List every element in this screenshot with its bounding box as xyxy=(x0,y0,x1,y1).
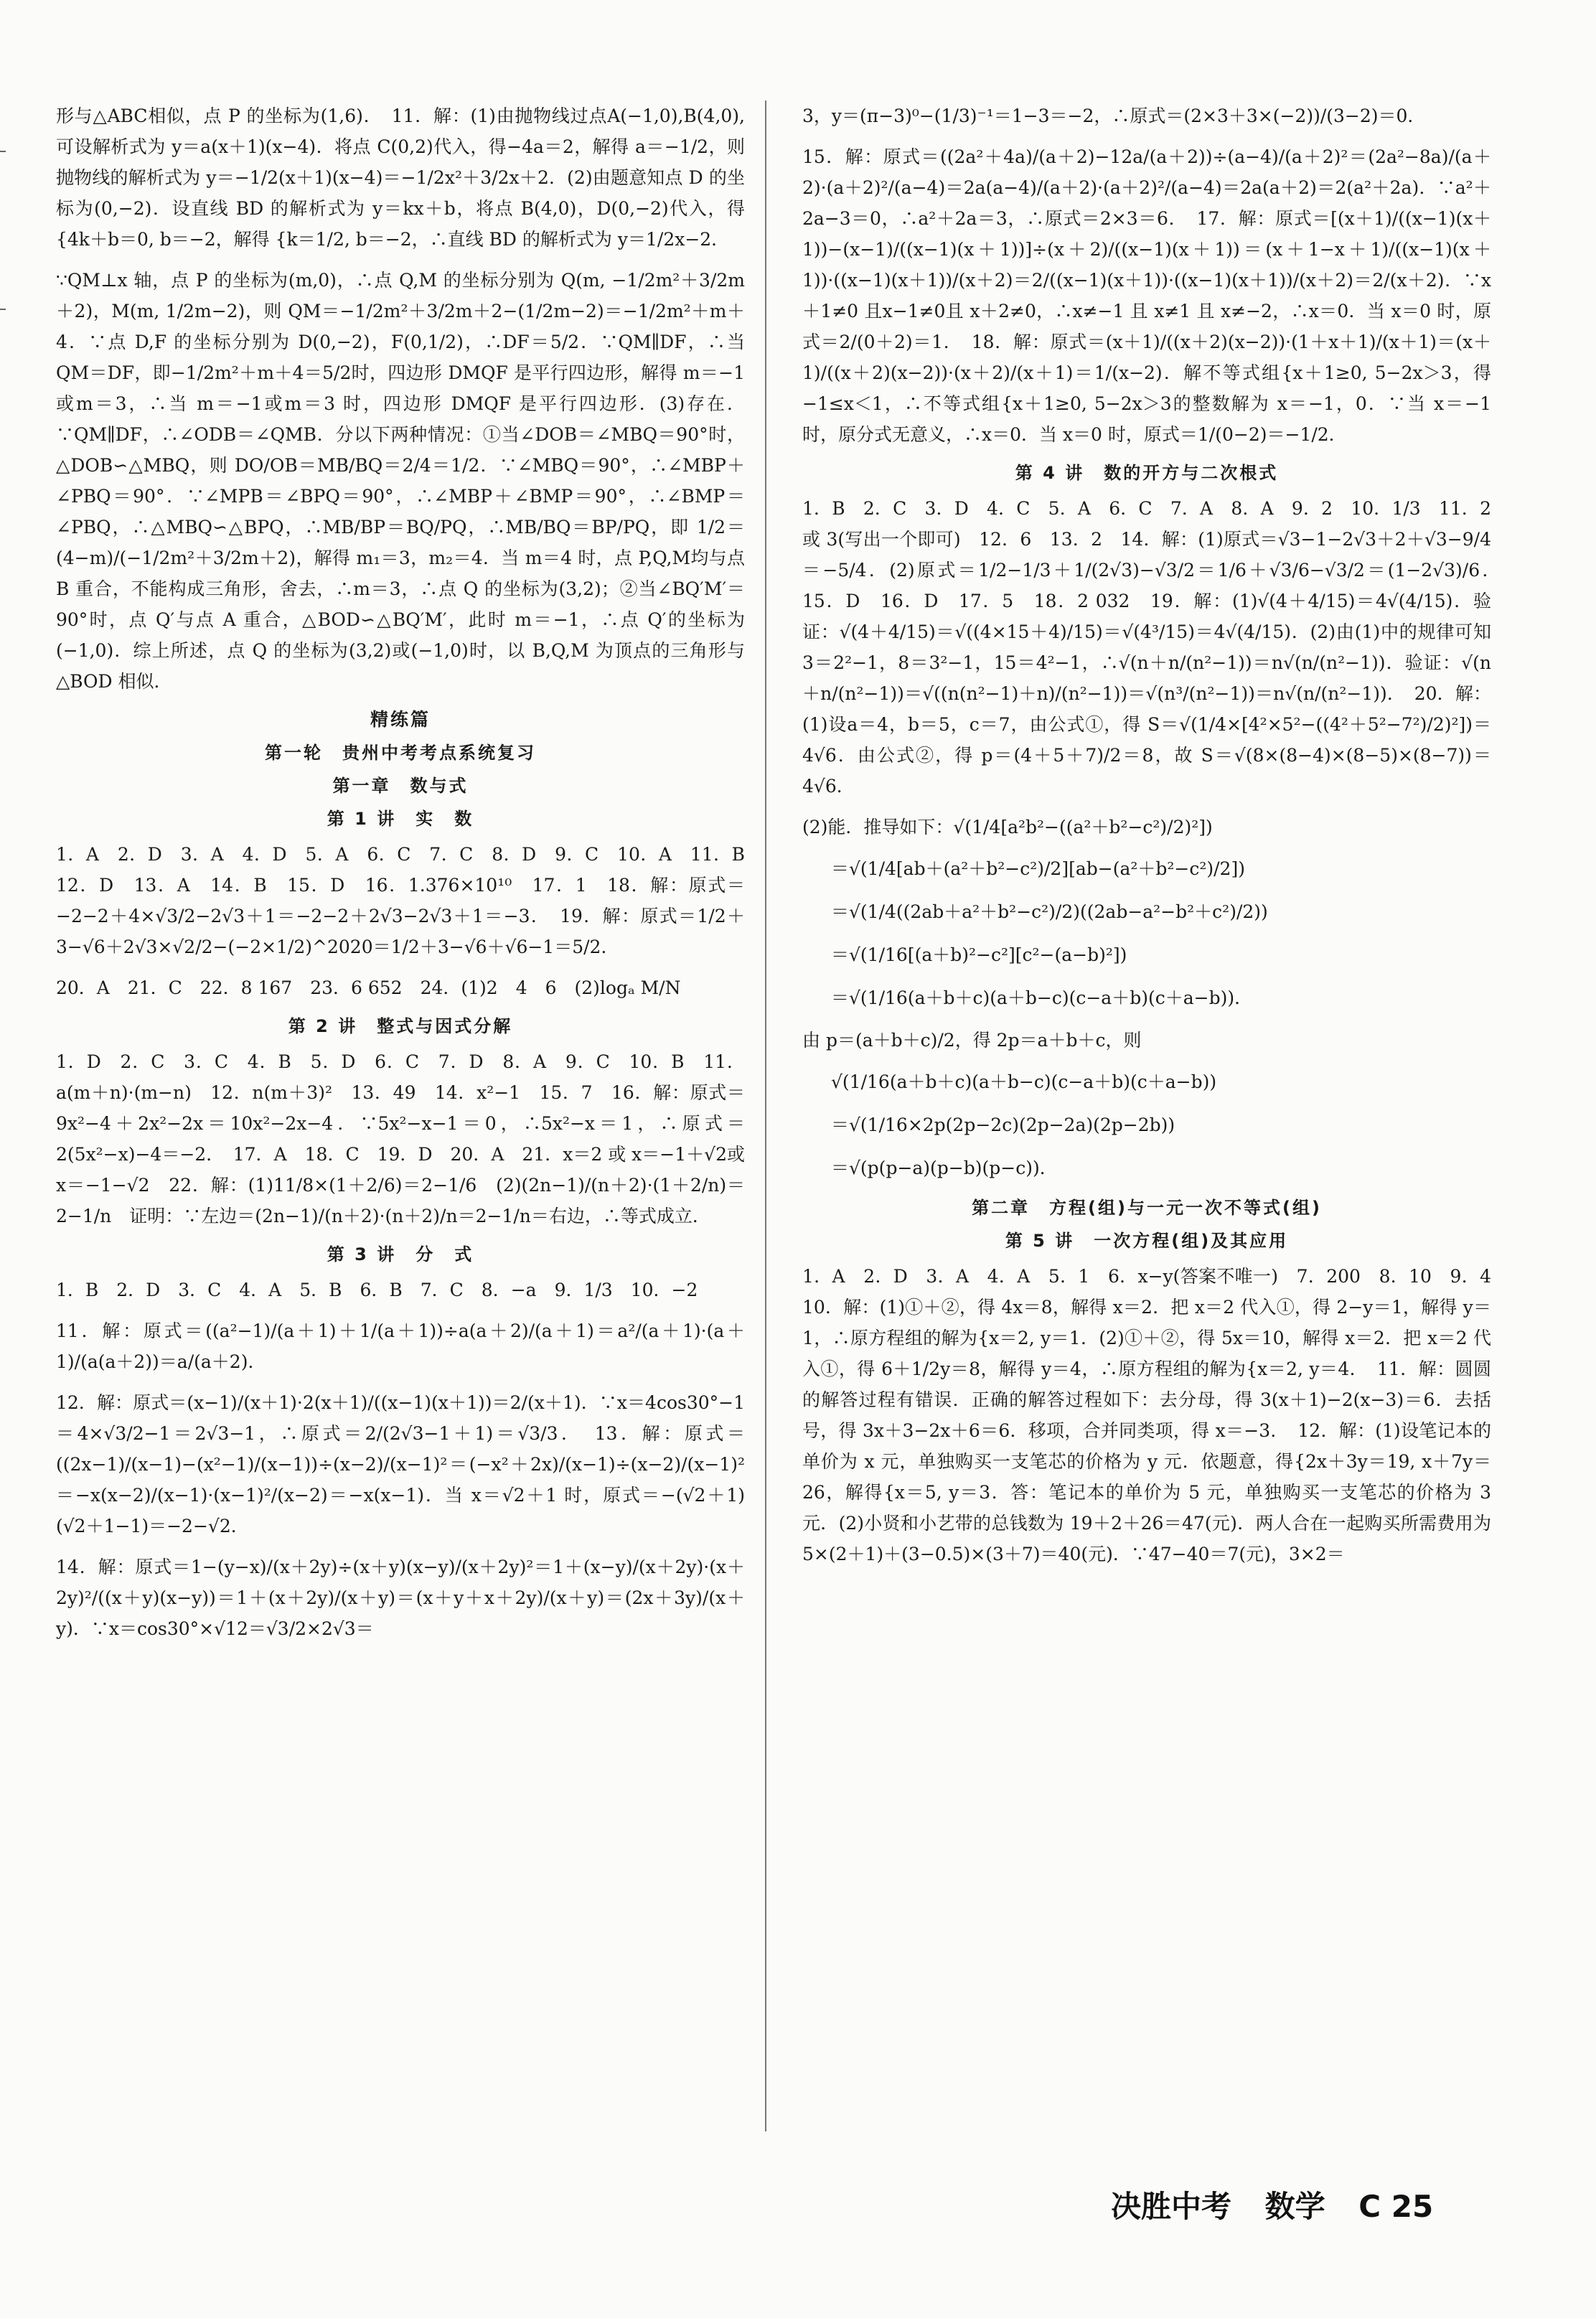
lecture-heading: 第 4 讲 数的开方与二次根式 xyxy=(1015,463,1279,483)
subject-label: 数学 xyxy=(1264,2189,1325,2224)
left-column xyxy=(56,100,764,1654)
answer-paragraph: 3，y＝(π−3)⁰−(1/3)⁻¹＝1−3＝−2，∴原式＝(2×3＋3×(−2))/(3−2)＝0． xyxy=(802,105,1426,126)
right-column xyxy=(802,100,1510,1580)
math-line: ＝√(1/4[ab＋(a²＋b²−c²)/2][ab−(a²＋b²−c²)/2]) xyxy=(831,858,1245,879)
answer-paragraph: 由 p＝(a＋b＋c)/2，得 2p＝a＋b＋c，则 xyxy=(802,1030,1142,1051)
chapter-heading: 第二章 方程(组)与一元一次不等式(组) xyxy=(972,1198,1322,1218)
answer-paragraph: 15．解：原式＝((2a²＋4a)/(a＋2)−12a/(a＋2))÷(a−4)/(a＋2)²＝(2a²−8a)/(a＋2)·(a＋2)²/(a−4)＝2a(a−4)/(a＋2)·(a＋2)²/(a−4)＝2a(a＋2)＝2(a²＋2a)．∵a²＋2a−3＝0，∴a²＋2a＝3，∴原式＝2×3＝6． 17．解：原式＝[(x＋1)/((x−1)(x＋1))−(x−1)/((x−1)(x＋1))]÷(x＋2)/((x−1)(x＋1))＝(x＋1−x＋1)/((x−1)(x＋1))·((x−1)(x＋1))/(x＋2)＝2/((x−1)(x＋1))·((x−1)(x＋1))/(x＋2)＝2/(x＋2)．∵x＋1≠0 且x−1≠0且 x＋2≠0，∴x≠−1 且 x≠1 且 x≠−2，∴x＝0．当 x＝0 时，原式＝2/(0＋2)＝1． 18．解：原式＝(x＋1)/((x＋2)(x−2))·(1＋x＋1)/(x＋1)＝(x＋1)/((x＋2)(x−2))·(x＋2)/(x＋1)＝1/(x−2)．解不等式组{x＋1≥0, 5−2x＞3，得−1≤x＜1，∴不等式组{x＋1≥0, 5−2x＞3的整数解为 x＝−1，0．∵当 x＝−1 时，原分式无意义，∴x＝0．当 x＝0 时，原式＝1/(0−2)＝−1/2． xyxy=(802,146,1491,445)
math-line: ＝√(1/16(a＋b＋c)(a＋b−c)(c−a＋b)(c＋a−b))． xyxy=(831,987,1253,1008)
round-heading: 第一轮 贵州中考考点系统复习 xyxy=(265,743,536,763)
lecture-heading: 第 3 讲 分 式 xyxy=(327,1244,474,1264)
math-line: ＝√(1/16×2p(2p−2c)(2p−2a)(2p−2b)) xyxy=(831,1115,1175,1135)
answer-paragraph: 20．A 21．C 22．8 167 23．6 652 24．(1)2 4 6 (2)logₐ M/N xyxy=(56,977,681,998)
margin-tick xyxy=(0,151,6,152)
answer-paragraph: ∵QM⊥x 轴，点 P 的坐标为(m,0)，∴点 Q,M 的坐标分别为 Q(m, −1/2m²＋3/2m＋2)，M(m, 1/2m−2)，则 QM＝−1/2m²＋3/2m＋2−(1/2m−2)＝−1/2m²＋m＋4．∵点 D,F 的坐标分别为 D(0,−2)，F(0,1/2)，∴DF＝5/2．∵QM∥DF，∴当 QM＝DF，即−1/2m²＋m＋4＝5/2时，四边形 DMQF 是平行四边形，解得 m＝−1或m＝3，∴当 m＝−1或m＝3 时，四边形 DMQF 是平行四边形．(3)存在．∵QM∥DF，∴∠ODB＝∠QMB．分以下两种情况：①当∠DOB＝∠MBQ＝90°时，△DOB∽△MBQ，则 DO/OB＝MB/BQ＝2/4＝1/2．∵∠MBQ＝90°，∴∠MBP＋∠PBQ＝90°．∵∠MPB＝∠BPQ＝90°，∴∠MBP＋∠BMP＝90°，∴∠BMP＝∠PBQ，∴△MBQ∽△BPQ，∴MB/BP＝BQ/PQ，∴MB/BQ＝BP/PQ，即 1/2＝(4−m)/(−1/2m²＋3/2m＋2)，解得 m₁＝3，m₂＝4．当 m＝4 时，点 P,Q,M均与点 B 重合，不能构成三角形，舍去，∴m＝3，∴点 Q 的坐标为(3,2)；②当∠BQ′M′＝90°时，点 Q′与点 A 重合，△BOD∽△BQ′M′，此时 m＝−1，∴点 Q′的坐标为(−1,0)．综上所述，点 Q 的坐标为(3,2)或(−1,0)时，以 B,Q,M 为顶点的三角形与△BOD 相似． xyxy=(56,270,745,692)
lecture-heading: 第 5 讲 一次方程(组)及其应用 xyxy=(1005,1231,1289,1251)
math-line: ＝√(1/16[(a＋b)²−c²][c²−(a−b)²]) xyxy=(831,944,1127,965)
lecture-heading: 第 2 讲 整式与因式分解 xyxy=(288,1016,513,1036)
math-line: ＝√(p(p−a)(p−b)(p−c))． xyxy=(831,1158,1058,1178)
math-line: √(1/16(a＋b＋c)(a＋b−c)(c−a＋b)(c＋a−b)) xyxy=(831,1071,1217,1092)
book-title: 决胜中考 xyxy=(1111,2189,1232,2224)
chapter-heading: 第一章 数与式 xyxy=(332,776,469,796)
section-heading: 精练篇 xyxy=(370,709,431,730)
margin-tick xyxy=(0,309,6,310)
answer-paragraph: (2)能．推导如下：√(1/4[a²b²−((a²＋b²−c²)/2)²]) xyxy=(802,817,1213,837)
answer-paragraph: 1．A 2．D 3．A 4．A 5．1 6．x−y(答案不唯一) 7．200 8．10 9．4 10．解：(1)①＋②，得 4x＝8，解得 x＝2．把 x＝2 代入①，得 2−y＝1，解得 y＝1，∴原方程组的解为{x＝2, y＝1．(2)①＋②，得 5x＝10，解得 x＝2．把 x＝2 代入①，得 6＋1/2y＝8，解得 y＝4，∴原方程组的解为{x＝2, y＝4． 11．解：圆圆的解答过程有错误．正确的解答过程如下：去分母，得 3(x＋1)−2(x−3)＝6．去括号，得 3x＋3−2x＋6＝6．移项，合并同类项，得 x＝−3． 12．解：(1)设笔记本的单价为 x 元，单独购买一支笔芯的价格为 y 元．依题意，得{2x＋3y＝19, x＋7y＝26，解得{x＝5, y＝3．答：笔记本的单价为 5 元，单独购买一支笔芯的价格为 3 元．(2)小贤和小艺带的总钱数为 19＋2＋26＝47(元)．两人合在一起购买所需费用为 5×(2＋1)＋(3−0.5)×(3＋7)＝40(元)．∵47−40＝7(元)，3×2＝ xyxy=(802,1266,1510,1564)
column-divider xyxy=(765,100,766,2131)
answer-paragraph: 11．解：原式＝((a²−1)/(a＋1)＋1/(a＋1))÷a(a＋2)/(a＋1)＝a²/(a＋1)·(a＋1)/(a(a＋2))＝a/(a＋2)． xyxy=(56,1320,745,1372)
math-line: ＝√(1/4((2ab＋a²＋b²−c²)/2)((2ab−a²−b²＋c²)/2)) xyxy=(831,901,1268,922)
page-footer xyxy=(1111,2183,1456,2226)
page-number: C 25 xyxy=(1358,2189,1434,2224)
answer-paragraph: 1．A 2．D 3．A 4．D 5．A 6．C 7．C 8．D 9．C 10．A 11．B 12．D 13．A 14．B 15．D 16．1.376×10¹⁰ 17．1 18．解：原式＝−2−2＋4×√3/2−2√3＋1＝−2−2＋2√3−2√3＋1＝−3． 19．解：原式＝1/2＋3−√6＋2√3×√2/2−(−2×1/2)^2020＝1/2＋3−√6＋√6−1＝5/2． xyxy=(56,844,764,957)
answer-paragraph: 12．解：原式＝(x−1)/(x＋1)·2(x＋1)/((x−1)(x＋1))＝2/(x＋1)．∵x＝4cos30°−1＝4×√3/2−1＝2√3−1，∴原式＝2/(2√3−1＋1)＝√3/3． 13．解：原式＝((2x−1)/(x−1)−(x²−1)/(x−1))÷(x−2)/(x−1)²＝(−x²＋2x)/(x−1)÷(x−2)/(x−1)²＝−x(x−2)/(x−1)·(x−1)²/(x−2)＝−x(x−1)．当 x＝√2＋1 时，原式＝−(√2＋1)(√2＋1−1)＝−2−√2． xyxy=(56,1392,745,1536)
answer-paragraph: 形与△ABC相似，点 P 的坐标为(1,6)． 11．解：(1)由抛物线过点A(−1,0),B(4,0),可设解析式为 y＝a(x＋1)(x−4)．将点 C(0,2)代入，得−4a＝2，解得 a＝−1/2，则抛物线的解析式为 y＝−1/2(x＋1)(x−4)＝−1/2x²＋3/2x＋2．(2)由题意知点 D 的坐标为(0,−2)．设直线 BD 的解析式为 y＝kx＋b，将点 B(4,0)，D(0,−2)代入，得 {4k＋b＝0, b＝−2，解得 {k＝1/2, b＝−2，∴直线 BD 的解析式为 y＝1/2x−2． xyxy=(56,105,745,250)
answer-paragraph: 1．D 2．C 3．C 4．B 5．D 6．C 7．D 8．A 9．C 10．B 11．a(m＋n)·(m−n) 12．n(m＋3)² 13．49 14．x²−1 15．7 16．解：原式＝9x²−4＋2x²−2x＝10x²−2x−4．∵5x²−x−1＝0，∴5x²−x＝1，∴原式＝2(5x²−x)−4＝−2． 17．A 18．C 19．D 20．A 21．x＝2 或 x＝−1＋√2或 x＝−1−√2 22．解：(1)11/8×(1＋2/6)＝2−1/6 (2)(2n−1)/(n＋2)·(1＋2/n)＝2−1/n 证明：∵左边＝(2n−1)/(n＋2)·(n＋2)/n＝2−1/n＝右边，∴等式成立． xyxy=(56,1051,745,1226)
answer-paragraph: 1．B 2．D 3．C 4．A 5．B 6．B 7．C 8．−a 9．1/3 10．−2 xyxy=(56,1280,698,1300)
answer-paragraph: 1．B 2．C 3．D 4．C 5．A 6．C 7．A 8．A 9．2 10．1/3 11．2或 3(写出一个即可) 12．6 13．2 14．解：(1)原式＝√3−1−2√3＋2＋√3−9/4＝−5/4．(2)原式＝1/2−1/3＋1/(2√3)−√3/2＝1/6＋√3/6−√3/2＝(1−2√3)/6． 15．D 16．D 17．5 18．2 032 19．解：(1)√(4＋4/15)＝4√(4/15)．验证：√(4＋4/15)＝√((4×15＋4)/15)＝√(4³/15)＝4√(4/15)．(2)由(1)中的规律可知 3＝2²−1，8＝3²−1，15＝4²−1，∴√(n＋n/(n²−1))＝n√(n/(n²−1))．验证：√(n＋n/(n²−1))＝√((n(n²−1)＋n)/(n²−1))＝√(n³/(n²−1))＝n√(n/(n²−1))． 20．解：(1)设a＝4，b＝5，c＝7，由公式①，得 S＝√(1/4×[4²×5²−((4²＋5²−7²)/2)²])＝4√6．由公式②，得 p＝(4＋5＋7)/2＝8，故 S＝√(8×(8−4)×(8−5)×(8−7))＝4√6． xyxy=(802,498,1510,797)
answer-paragraph: 14．解：原式＝1−(y−x)/(x＋2y)÷(x＋y)(x−y)/(x＋2y)²＝1＋(x−y)/(x＋2y)·(x＋2y)²/((x＋y)(x−y))＝1＋(x＋2y)/(x＋y)＝(x＋y＋x＋2y)/(x＋y)＝(2x＋3y)/(x＋y)．∵x＝cos30°×√12＝√3/2×2√3＝ xyxy=(56,1557,745,1639)
lecture-heading: 第 1 讲 实 数 xyxy=(327,809,474,829)
